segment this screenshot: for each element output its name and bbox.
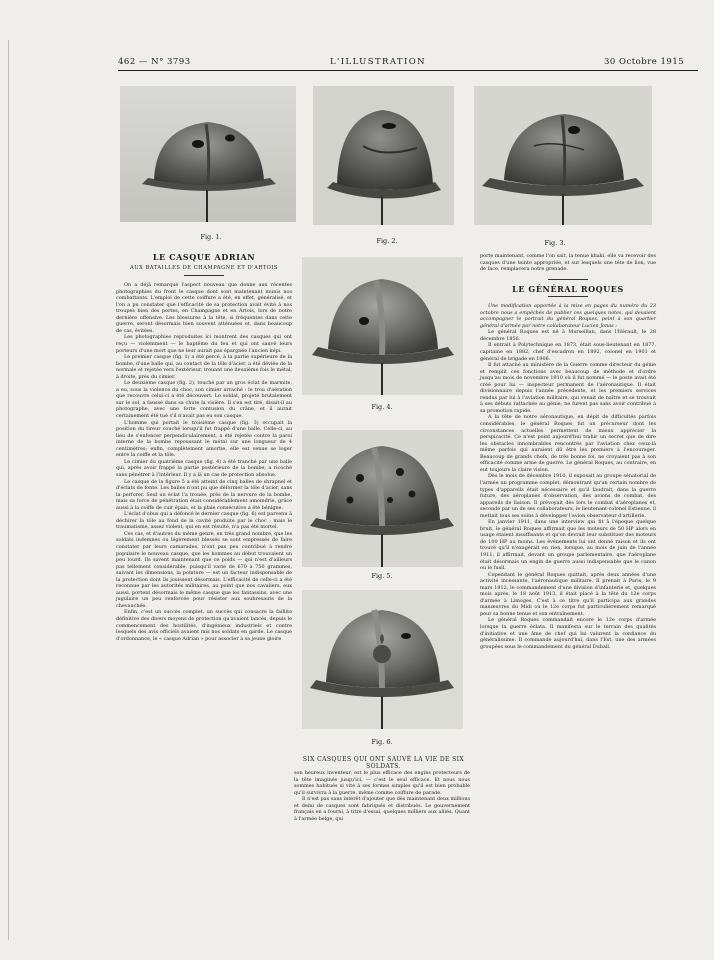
fig1-caption: Fig. 1. <box>200 233 222 241</box>
article-casque-adrian <box>116 254 292 642</box>
masthead-title: L'ILLUSTRATION <box>330 57 426 67</box>
article-right-column <box>480 253 656 650</box>
paragraph: A la tête de notre aéronautique, en dépit de difficultés parfois considérables, le général Roques fut un précurseur dont les circonstances actuelles permettent de mieux apprécier la perspicacité. Ce n'est point aujourd'hui trahir un secret que de dire les obstacles innombrables rencontrés par l'aviation chez ceux-là même parfois qui auraient dû être les premiers à l'encourager. Beaucoup de grands chefs, de très bonne foi, ne croyaient pas à son efficacité comme arme de guerre. Le général Roques, au contraire, en eut toujours la claire vision. <box>480 414 656 473</box>
helmet-photo-fig5 <box>302 430 463 567</box>
article-title: LE CASQUE ADRIAN <box>152 252 256 262</box>
helmet-photo-fig2 <box>313 86 454 225</box>
paragraph: Il n'est pas sans intérêt d'ajouter que dès maintenant deux millions et demi de casques sont fabriqués et distribués. Le gouvernement français en a fourni, à titre d'essai, quelques milliers aux alliés. Quant à l'armée belge, qui <box>294 796 470 822</box>
fig5-caption: Fig. 5. <box>371 572 393 580</box>
paragraph: On a déjà remarqué l'aspect nouveau que donne aux récentes photographies du front le casque dont sont maintenant munis nos combattants. L'emploi de cette coiffure a été, en effet, généralisé, et l'on a pu constater que l'efficacité de sa protection avait évité à nos troupes bien des pertes, en Champagne et en Artois, lors de notre dernière offensive. Les blessures à la tête, si fréquentes dans cette guerre, seront désormais bien souvent atténuées et, dans beaucoup de cas, évitées. <box>116 282 292 334</box>
title-rule <box>548 296 588 297</box>
article-subtitle: AUX BATAILLES DE CHAMPAGNE ET D'ARTOIS <box>130 264 278 271</box>
page-edge-rule <box>8 40 9 940</box>
fig3-caption: Fig. 3. <box>544 239 566 247</box>
fig6-caption: Fig. 6. <box>371 738 393 746</box>
paragraph: Le cimier du quatrième casque (fig. 4) a été tranché par une balle qui, après avoir frappé la partie postérieure de la bombe, a ricoché sans pénétrer à l'intérieur. Il y a là un cas de protection absolue. <box>116 458 292 478</box>
article-continuation-center <box>294 770 470 822</box>
title-rule <box>184 275 224 276</box>
header-rule <box>118 70 698 71</box>
issue-date: 30 Octobre 1915 <box>604 57 685 67</box>
paragraph: Il fut attaché au ministère de la Guerre comme directeur du génie et remplit ces fonctions avec beaucoup de méthode et d'ordre jusqu'au mois de novembre 1910 où il fut nommé — le poste avait été créé pour lui — inspecteur permanent de l'aéronautique. Il était divisionnaire depuis l'année précédente, et les premiers services rendus par lui à l'aviation militaire, qui venait de naître et se trouvait à ses débuts rattachée au génie, ne furent pas sans avoir contribué à sa promotion rapide. <box>480 362 656 414</box>
paragraph: Dès le mois de décembre 1910, il exposait au groupe sénatorial de l'armée un programme complet, démontrant qu'un certain nombre de types d'appareils était nécessaire et qu'il faudrait, dans la guerre future, des aéroplanes d'observation, des avions de combat, des appareils de liaison. Il prévoyait dès lors le combat d'aéroplanes et, secondé par un de ses collaborateurs, le lieutenant-colonel Estienne, il mettait tous ses soins à développer l'avion observateur d'artillerie. <box>480 473 656 519</box>
paragraph: Le deuxième casque (fig. 2), touché par un gros éclat de marmite, a eu, sous la violence du choc, son cimier arraché : le trou d'aération que recouvre celui-ci a été découvert. Le soldat, projeté brutalement sur le sol, a faussé dans sa chute la visière. Il s'en est tiré, disait-il au photographe, avec une forte contusion du crâne, et il aurait certainement été tué s'il n'avait pas eu son casque. <box>116 380 292 420</box>
paragraph: Le premier casque (fig. 1) a été percé, à la partie supérieure de la bombe, d'une balle qui, au contact de la tôle d'acier, a été déviée de la normale et rejetée vers l'extérieur, trouant une deuxième fois le métal, à droite, près du cimier. <box>116 354 292 380</box>
paragraph: porte maintenant, comme l'on sait, la tenue khaki, elle va recevoir des casques d'une teinte appropriée, et sur lesquels une tête de lion, vue de face, remplacera notre grenade. <box>480 253 656 273</box>
helmet-photo-fig1 <box>120 86 296 222</box>
paragraph: Enfin, c'est un succès complet, un succès qui consacre la faillite définitive des divers moyens de protection qu'avaient lancés, depuis le commencement des hostilités, d'ingénieux industriels et contre lesquels des avis officiels avaient mis nos soldats en garde. Le casque d'ordonnance, le « casque Adrian » pour associer à sa jeune gloire <box>116 609 292 642</box>
intro-note: Une modification apportée à la mise en pages du numéro du 23 octobre nous a empêchés de publier ces quelques notes, qui devaient accompagner le portrait du général Roques, peint à son quartier général d'armée par notre collaborateur Lucien Jonas : <box>480 303 656 329</box>
paragraph: son heureux inventeur, est le plus efficace des engins protecteurs de la tête imaginés jusqu'ici, — c'est le seul efficace. Et nous nous sommes habitués si vite à ses formes simples qu'il est bien probable qu'il survivra à la guerre, même comme coiffure de parade. <box>294 770 470 796</box>
paragraph: Le général Roques commandait encore le 12e corps d'armée lorsque la guerre éclata. Il manifesta sur le terrain des qualités d'initiative et une âme de chef qui lui valurent la confiance du généralissime. Il commande aujourd'hui, dans l'Est, une des armées groupées sous le commandement du général Dubail. <box>480 617 656 650</box>
article2-title: LE GÉNÉRAL ROQUES <box>512 283 624 294</box>
fig2-caption: Fig. 2. <box>376 237 398 245</box>
paragraph: Le casque de la figure 5 a été atteint de cinq balles de shrapnel et d'éclats de fonte. Les balles n'ont pu que déformer la tôle d'acier, sans la perforer. Seul un éclat l'a trouée, près de la nervure de la bombe, mais sa force de pénétration était considérablement amoindrie, grâce aussi à la coiffe de cuir épais, et la plaie consécutive a été bénigne. <box>116 478 292 511</box>
paragraph: Cependant le général Roques quittait, après deux années d'une activité incessante, l'aéronautique militaire. Il prenait à Paris, le 9 mars 1912, le commandement d'une division d'infanterie et, quelques mois après, le 18 août 1913, il était placé à la tête du 12e corps d'armée à Limoges. C'est à ce titre qu'il participa aux grandes manœuvres du Midi où le 12e corps fut particulièrement remarqué pour sa bonne tenue et son entraînement. <box>480 571 656 617</box>
paragraph: Les photographies reproduites ici montrent des casques qui ont reçu — violemment — le baptême du feu et qui ont sauvé leurs porteurs d'une mort que ne leur aurait pas épargnée l'ancien képi. <box>116 334 292 354</box>
helmet-photo-fig3 <box>474 86 652 225</box>
six-helmets-caption: SIX CASQUES QUI ONT SAUVÉ LA VIE DE SIX SOLDATS. <box>302 756 465 770</box>
helmet-photo-fig4 <box>302 257 463 395</box>
paragraph: L'homme qui portait le troisième casque (fig. 3) occupait la position du tireur couché lorsqu'il fut frappé d'une balle. Celle-ci, au lieu de s'enfoncer perpendiculairement, a été rejetée contre la paroi interne de la bombe repoussant le métal sur une longueur de 4 centimètres; enfin, complètement amortie, elle est venue se loger entre la coiffe et la tôle. <box>116 419 292 459</box>
fig4-caption: Fig. 4. <box>371 403 393 411</box>
paragraph: Ces cas, et d'autres du même genre, en très grand nombre, que les soldats indemnes ou légèrement blessés se sont empressés de faire constater par leurs camarades, n'ont pas peu contribué à rendre populaire le nouveau casque, que les hommes au début trouvaient un peu lourd. Ils savent maintenant que ce poids — qui n'est d'ailleurs pas tellement considérable, puisqu'il varie de 670 à 750 grammes, suivant les dimensions, la pointure — est un facteur indispensable de la protection dont ils jouissent désormais. L'efficacité de celle-ci a été reconnue par les autorités militaires, au point que nos cavaliers, eux aussi, portent désormais le même casque que les fantassins, avec une jugulaire un peu renforcée pour résister aux soubresauts de la chevauchée. <box>116 530 292 609</box>
section-rule <box>548 279 588 280</box>
helmet-photo-fig6 <box>302 590 463 729</box>
paragraph: Il entrait à Polytechnique en 1873, était sous-lieutenant en 1877, capitaine en 1882, chef d'escadron en 1892, colonel en 1901 et général de brigade en 1906. <box>480 342 656 362</box>
paragraph: En janvier 1911, dans une interview qui fit à l'époque quelque bruit, le général Roques affirmait que les moteurs de 50 HP alors en usage étaient insuffisants et qu'on devrait leur substituer des moteurs de 100 HP au moins. Les événements lui ont donné raison et ils ont trouvé qu'il n'exagérait en rien, lorsque, au mois de juin de l'année 1911, il affirmait, devant un groupe parlementaire, que l'aéroplane était désormais un engin de guerre aussi indispensable que le canon ou le fusil. <box>480 519 656 572</box>
page-number: 462 — N° 3793 <box>118 57 191 67</box>
paragraph: L'éclat d'obus qui a défoncé le dernier casque (fig. 6) est parvenu à déchirer la tôle au fond de la cavité produite par le choc ; mais le traumatisme, assez violent, qui en est résulté, n'a pas été mortel. <box>116 511 292 531</box>
paragraph: Le général Roques est né à Marseillan, dans l'Hérault, le 28 décembre 1856. <box>480 329 656 342</box>
